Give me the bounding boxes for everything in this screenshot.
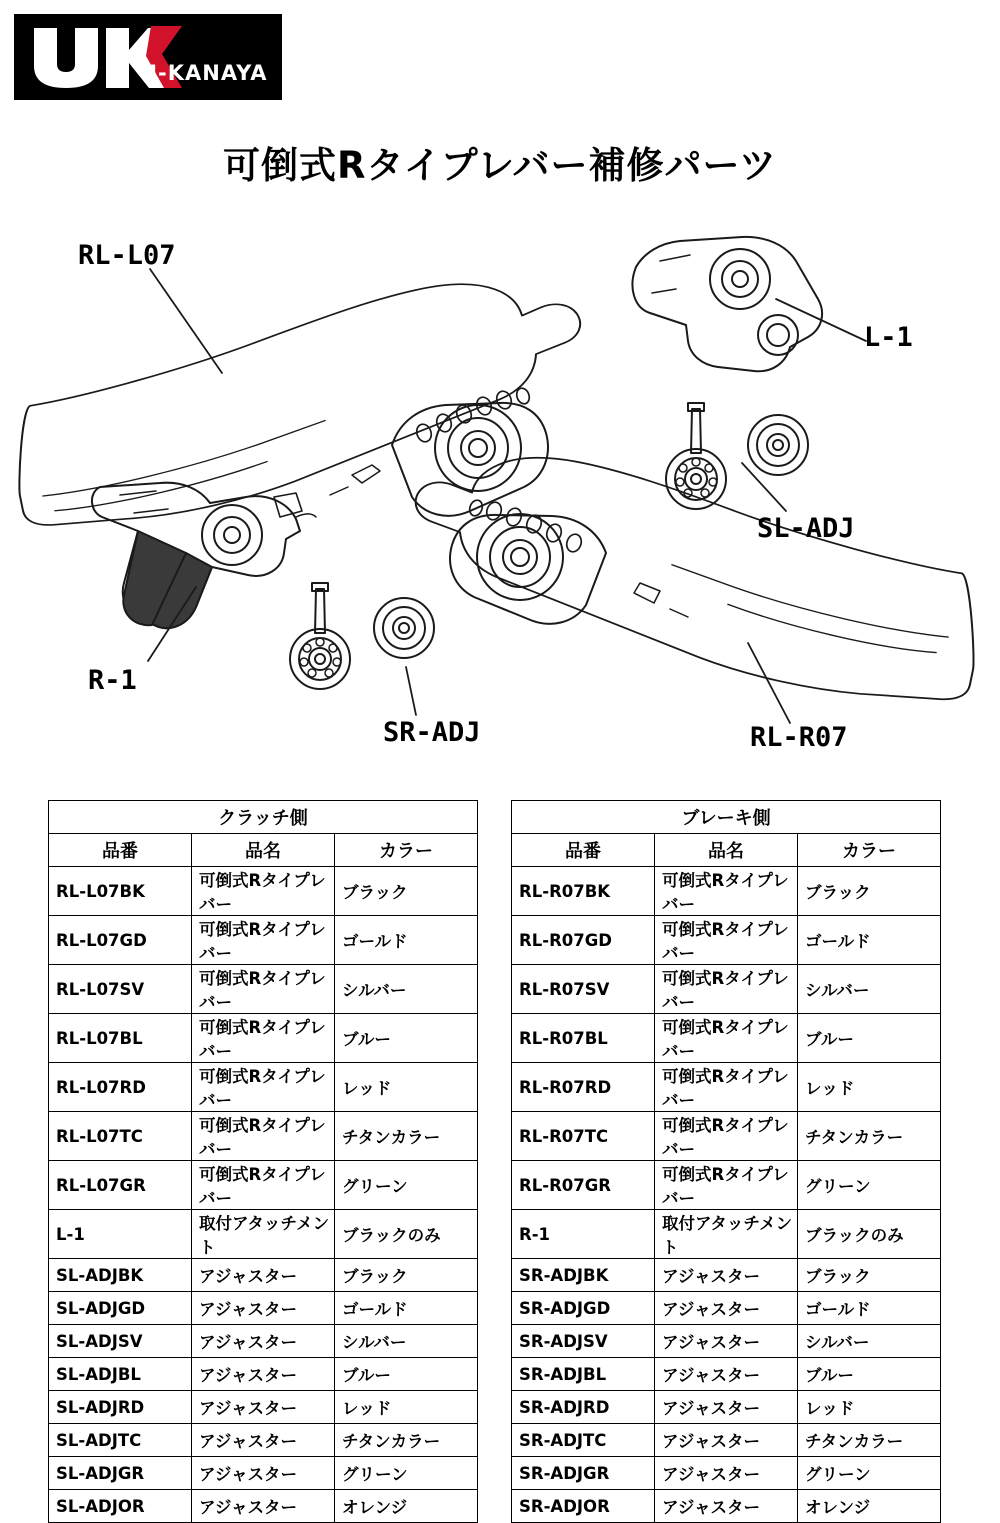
table-row <box>512 1424 941 1457</box>
cell-partnumber: RL-R07SV <box>512 965 655 1014</box>
cell-color: レッド <box>335 1063 478 1112</box>
table-row <box>49 1063 478 1112</box>
table-row <box>49 916 478 965</box>
table-row <box>512 1210 941 1259</box>
table-row <box>49 1457 478 1490</box>
cell-partnumber: SL-ADJGR <box>49 1457 192 1490</box>
cell-color: ブルー <box>798 1014 941 1063</box>
table-row <box>512 867 941 916</box>
table-row <box>512 1014 941 1063</box>
cell-partname: 可倒式Rタイプレバー <box>655 1063 798 1112</box>
table-row <box>512 1161 941 1210</box>
cell-color: ブラック <box>798 1259 941 1292</box>
column-header-partnumber: 品番 <box>512 834 655 867</box>
cell-partname: アジャスター <box>192 1259 335 1292</box>
cell-partname: アジャスター <box>655 1424 798 1457</box>
column-header-partnumber: 品番 <box>49 834 192 867</box>
cell-partnumber: RL-R07TC <box>512 1112 655 1161</box>
cell-partname: アジャスター <box>192 1358 335 1391</box>
label-sl-adj: SL-ADJ <box>757 513 855 544</box>
cell-partname: アジャスター <box>655 1490 798 1523</box>
cell-color: ブラック <box>335 1259 478 1292</box>
cell-partnumber: SR-ADJGR <box>512 1457 655 1490</box>
part-r-1-illustration <box>92 483 302 628</box>
cell-partname: 可倒式Rタイプレバー <box>655 1161 798 1210</box>
side-title-brake: ブレーキ側 <box>512 801 941 834</box>
cell-partnumber: SL-ADJRD <box>49 1391 192 1424</box>
cell-color: ブラック <box>798 867 941 916</box>
side-title-clutch: クラッチ側 <box>49 801 478 834</box>
cell-partnumber: RL-R07GR <box>512 1161 655 1210</box>
cell-color: ゴールド <box>798 916 941 965</box>
table-header-row <box>49 834 478 867</box>
cell-partname: 可倒式Rタイプレバー <box>192 1161 335 1210</box>
diagram-artwork <box>0 195 1000 780</box>
table-row <box>49 1325 478 1358</box>
table-row <box>49 1210 478 1259</box>
cell-partname: 可倒式Rタイプレバー <box>192 965 335 1014</box>
column-header-color: カラー <box>798 834 941 867</box>
cell-partname: 可倒式Rタイプレバー <box>192 1112 335 1161</box>
table-row <box>49 867 478 916</box>
parts-diagram <box>0 195 1000 780</box>
table-side-title-row <box>49 801 478 834</box>
table-row <box>512 1358 941 1391</box>
part-l-1-illustration <box>632 237 822 371</box>
cell-partname: 可倒式Rタイプレバー <box>192 916 335 965</box>
cell-partnumber: RL-R07GD <box>512 916 655 965</box>
table-row <box>49 1292 478 1325</box>
table-row <box>512 916 941 965</box>
cell-partnumber: SR-ADJBK <box>512 1259 655 1292</box>
label-rl-r07: RL-R07 <box>750 722 848 753</box>
cell-partname: アジャスター <box>655 1259 798 1292</box>
cell-partnumber: SL-ADJSV <box>49 1325 192 1358</box>
cell-color: シルバー <box>335 1325 478 1358</box>
cell-color: ゴールド <box>798 1292 941 1325</box>
table-row <box>512 1457 941 1490</box>
parts-tables <box>0 800 1000 1517</box>
cell-color: チタンカラー <box>335 1112 478 1161</box>
svg-text:U-KANAYA: U-KANAYA <box>140 61 268 85</box>
page-title: 可倒式Rタイプレバー補修パーツ <box>222 144 778 187</box>
cell-color: ブラックのみ <box>798 1210 941 1259</box>
cell-partname: アジャスター <box>655 1391 798 1424</box>
cell-color: チタンカラー <box>798 1424 941 1457</box>
cell-color: ブラック <box>335 867 478 916</box>
part-rl-l07-illustration <box>19 284 580 525</box>
cell-color: シルバー <box>335 965 478 1014</box>
table-row <box>512 1490 941 1523</box>
cell-partname: アジャスター <box>192 1457 335 1490</box>
cell-partname: 可倒式Rタイプレバー <box>655 867 798 916</box>
table-row <box>49 1161 478 1210</box>
cell-partnumber: RL-L07GD <box>49 916 192 965</box>
cell-color: チタンカラー <box>335 1424 478 1457</box>
table-row <box>49 1490 478 1523</box>
table-row <box>512 1325 941 1358</box>
table-row <box>512 1259 941 1292</box>
column-header-partname: 品名 <box>655 834 798 867</box>
cell-partname: アジャスター <box>655 1358 798 1391</box>
cell-partname: 取付アタッチメント <box>192 1210 335 1259</box>
cell-partname: アジャスター <box>192 1325 335 1358</box>
parts-table-clutch <box>48 800 478 1523</box>
cell-partnumber: RL-R07BL <box>512 1014 655 1063</box>
cell-color: レッド <box>798 1063 941 1112</box>
cell-partnumber: R-1 <box>512 1210 655 1259</box>
table-side-title-row <box>512 801 941 834</box>
table-row <box>49 1424 478 1457</box>
cell-partnumber: SL-ADJBL <box>49 1358 192 1391</box>
cell-partname: アジャスター <box>655 1325 798 1358</box>
column-header-partname: 品名 <box>192 834 335 867</box>
cell-partnumber: SR-ADJRD <box>512 1391 655 1424</box>
cell-color: グリーン <box>335 1457 478 1490</box>
table-row <box>512 1292 941 1325</box>
part-sr-adj-illustration <box>290 583 434 689</box>
cell-partnumber: SR-ADJSV <box>512 1325 655 1358</box>
table-row <box>49 1259 478 1292</box>
cell-color: グリーン <box>798 1161 941 1210</box>
cell-partnumber: RL-L07TC <box>49 1112 192 1161</box>
cell-color: グリーン <box>798 1457 941 1490</box>
cell-color: オレンジ <box>798 1490 941 1523</box>
cell-partnumber: SL-ADJTC <box>49 1424 192 1457</box>
cell-partname: 取付アタッチメント <box>655 1210 798 1259</box>
cell-color: チタンカラー <box>798 1112 941 1161</box>
cell-partname: 可倒式Rタイプレバー <box>655 916 798 965</box>
cell-color: ゴールド <box>335 1292 478 1325</box>
cell-partnumber: RL-R07RD <box>512 1063 655 1112</box>
cell-color: ブルー <box>335 1358 478 1391</box>
cell-partnumber: SR-ADJBL <box>512 1358 655 1391</box>
cell-partname: アジャスター <box>655 1457 798 1490</box>
cell-partnumber: SR-ADJTC <box>512 1424 655 1457</box>
cell-partname: アジャスター <box>655 1292 798 1325</box>
cell-partname: アジャスター <box>192 1391 335 1424</box>
cell-color: ブラックのみ <box>335 1210 478 1259</box>
table-row <box>49 965 478 1014</box>
table-row <box>512 1391 941 1424</box>
label-sr-adj: SR-ADJ <box>383 717 481 748</box>
cell-partname: アジャスター <box>192 1424 335 1457</box>
table-row <box>49 1358 478 1391</box>
cell-partnumber: RL-L07SV <box>49 965 192 1014</box>
label-r-1: R-1 <box>88 665 137 696</box>
label-l-1: L-1 <box>864 322 913 353</box>
cell-partnumber: RL-L07BK <box>49 867 192 916</box>
cell-partnumber: SL-ADJOR <box>49 1490 192 1523</box>
cell-partnumber: RL-L07BL <box>49 1014 192 1063</box>
cell-partname: 可倒式Rタイプレバー <box>655 1112 798 1161</box>
table-row <box>512 965 941 1014</box>
cell-partname: 可倒式Rタイプレバー <box>192 1063 335 1112</box>
table-row <box>49 1014 478 1063</box>
logo-artwork <box>14 14 282 100</box>
cell-color: グリーン <box>335 1161 478 1210</box>
cell-partnumber: SL-ADJGD <box>49 1292 192 1325</box>
cell-partname: 可倒式Rタイプレバー <box>192 867 335 916</box>
cell-partname: アジャスター <box>192 1490 335 1523</box>
cell-color: レッド <box>335 1391 478 1424</box>
label-rl-l07: RL-L07 <box>78 240 176 271</box>
table-row <box>49 1112 478 1161</box>
table-row <box>49 1391 478 1424</box>
cell-partname: 可倒式Rタイプレバー <box>655 1014 798 1063</box>
cell-partnumber: SR-ADJOR <box>512 1490 655 1523</box>
cell-color: シルバー <box>798 965 941 1014</box>
cell-partnumber: SL-ADJBK <box>49 1259 192 1292</box>
cell-partname: アジャスター <box>192 1292 335 1325</box>
cell-partname: 可倒式Rタイプレバー <box>655 965 798 1014</box>
cell-partnumber: L-1 <box>49 1210 192 1259</box>
cell-partname: 可倒式Rタイプレバー <box>192 1014 335 1063</box>
table-row <box>512 1112 941 1161</box>
cell-color: ゴールド <box>335 916 478 965</box>
part-rl-r07-illustration <box>416 458 974 700</box>
column-header-color: カラー <box>335 834 478 867</box>
cell-color: シルバー <box>798 1325 941 1358</box>
cell-partnumber: SR-ADJGD <box>512 1292 655 1325</box>
table-row <box>512 1063 941 1112</box>
cell-color: ブルー <box>335 1014 478 1063</box>
table-header-row <box>512 834 941 867</box>
cell-color: オレンジ <box>335 1490 478 1523</box>
brand-logo <box>14 14 282 100</box>
cell-partnumber: RL-L07GR <box>49 1161 192 1210</box>
parts-table-brake <box>511 800 941 1523</box>
cell-color: レッド <box>798 1391 941 1424</box>
cell-partnumber: RL-R07BK <box>512 867 655 916</box>
cell-partnumber: RL-L07RD <box>49 1063 192 1112</box>
cell-color: ブルー <box>798 1358 941 1391</box>
